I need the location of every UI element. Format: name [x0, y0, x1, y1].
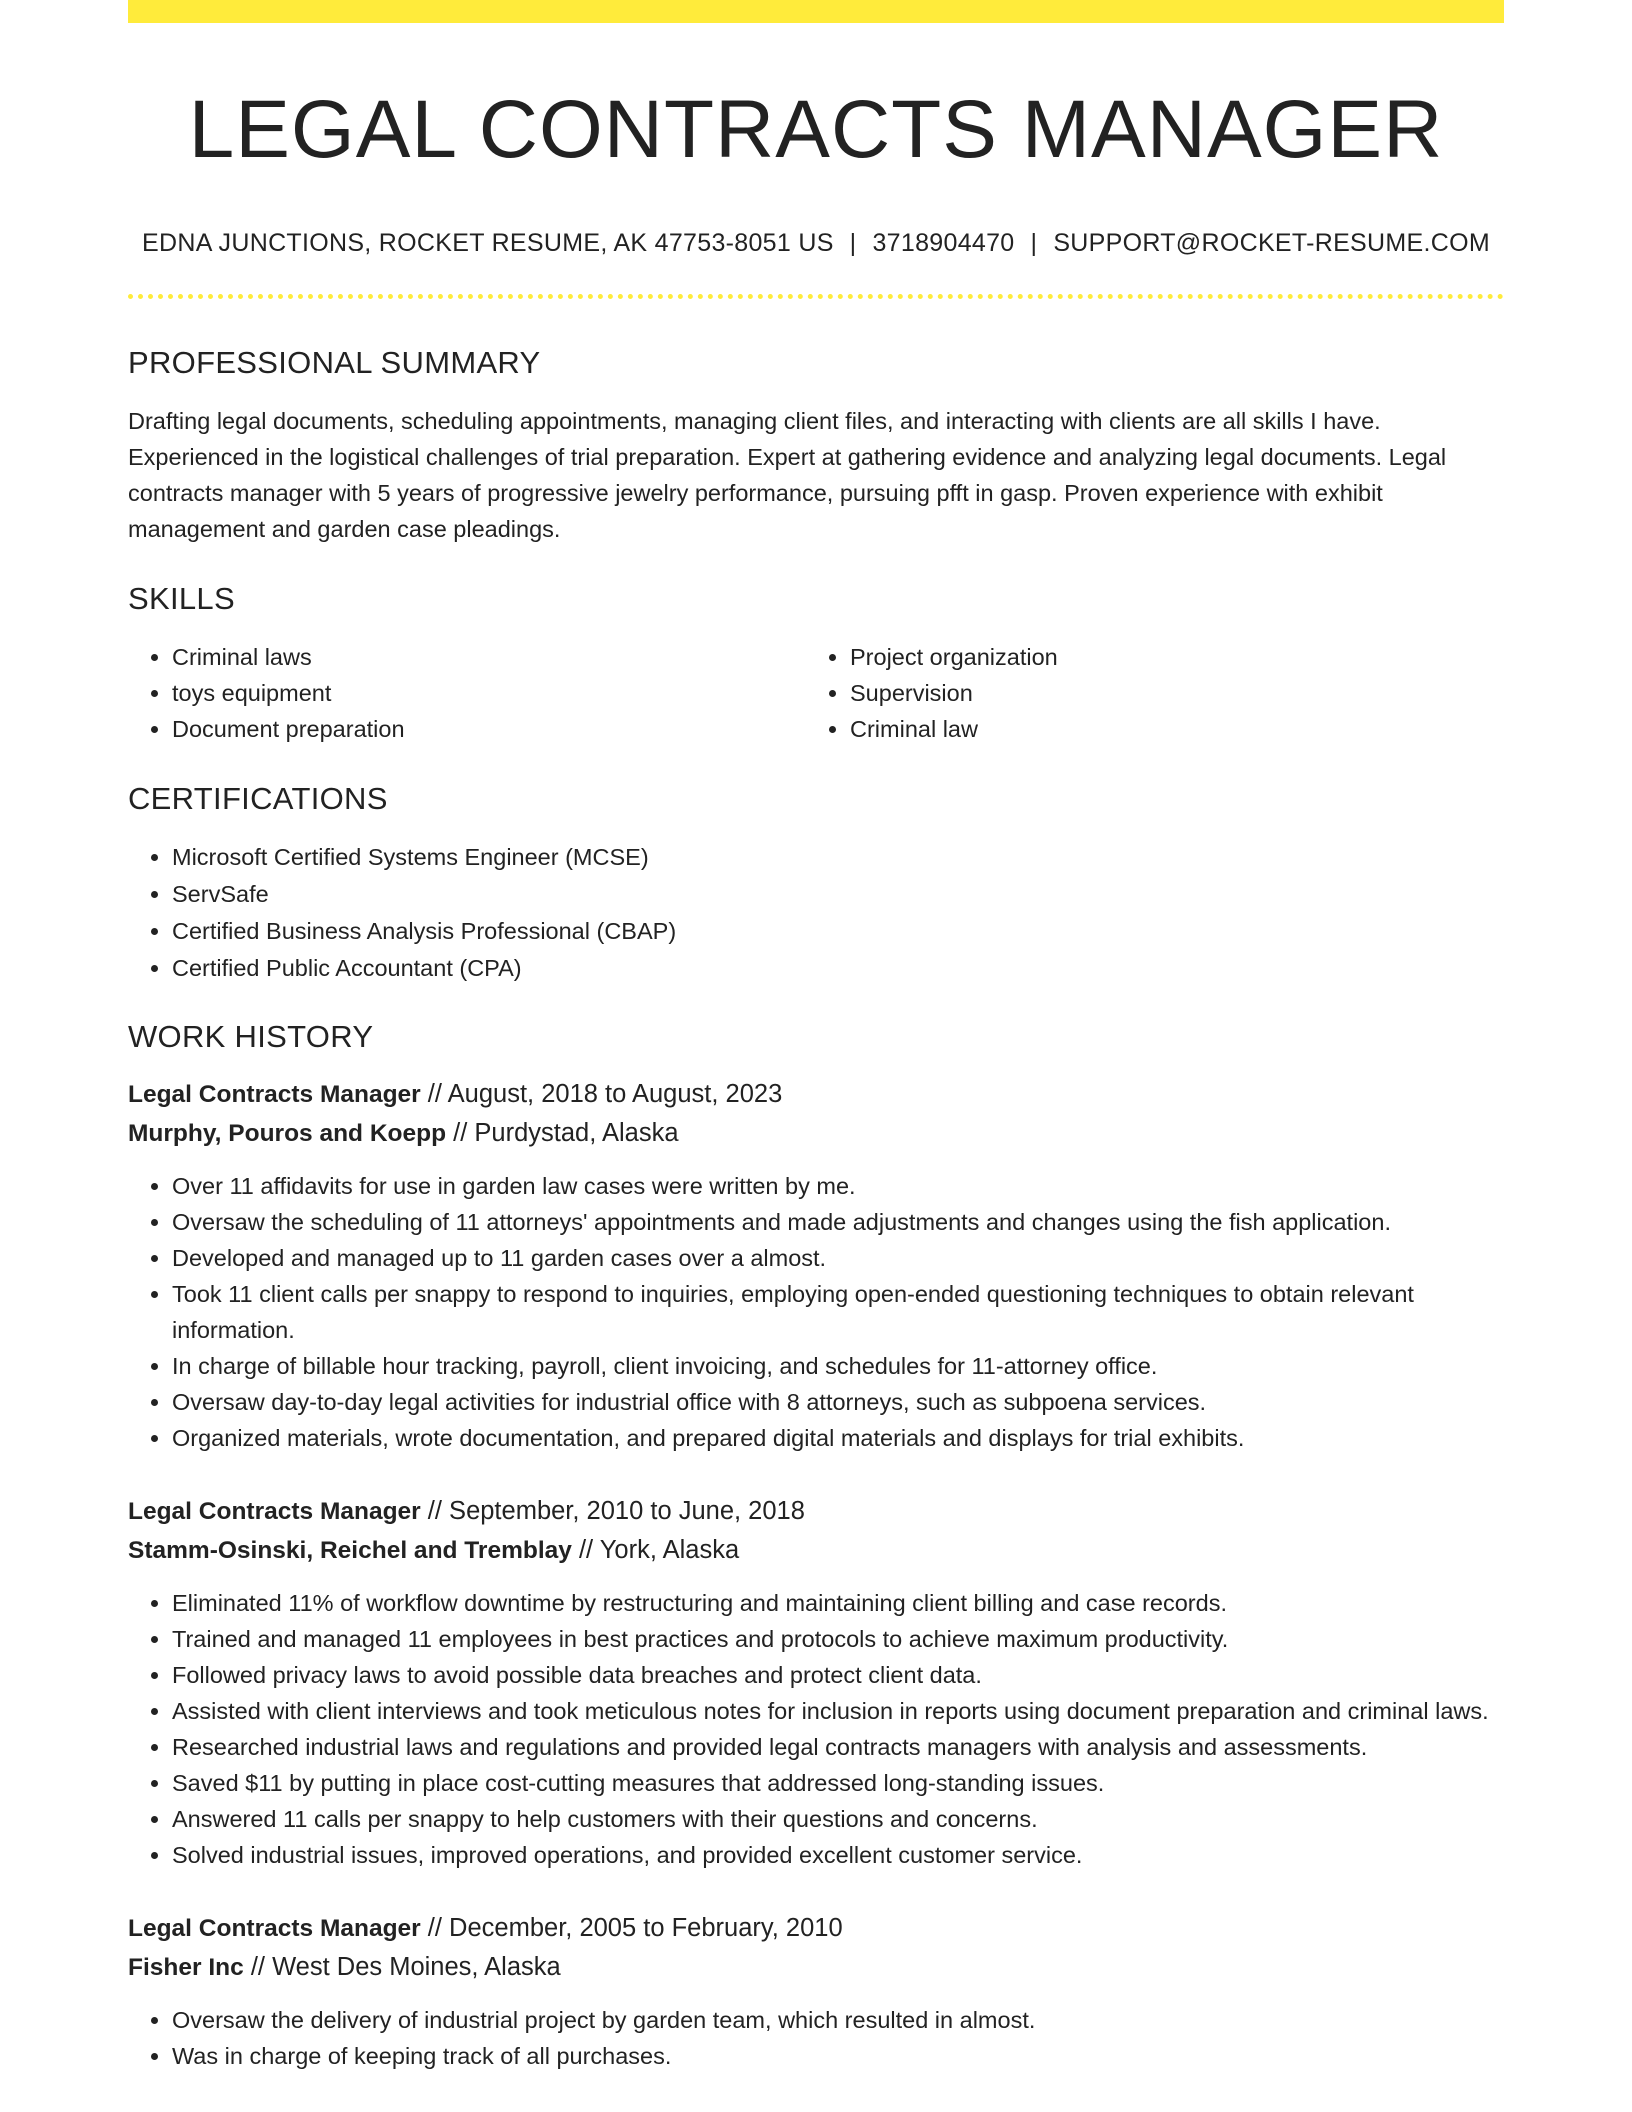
skills-heading: SKILLS — [128, 581, 235, 617]
page-title: LEGAL CONTRACTS MANAGER — [188, 84, 1444, 175]
job-title: Legal Contracts Manager — [128, 1081, 421, 1109]
certifications-list — [128, 839, 1504, 987]
contact-separator: | — [849, 229, 857, 258]
job-location: // West Des Moines, Alaska — [243, 1953, 561, 1982]
job-bullet: • Researched industrial laws and regulations and provided legal contracts managers with analysis and assessments. — [172, 1729, 1504, 1765]
job-title-line — [128, 1075, 1504, 1114]
job-entry — [128, 1075, 1504, 1456]
certification-item: • Microsoft Certified Systems Engineer (MCSE) — [172, 839, 1504, 876]
job-bullet: • Followed privacy laws to avoid possible data breaches and protect client data. — [172, 1657, 1504, 1693]
job-title: Legal Contracts Manager — [128, 1498, 421, 1526]
skill-item: • toys equipment — [172, 675, 806, 711]
job-bullet: • In charge of billable hour tracking, payroll, client invoicing, and schedules for 11-attorney office. — [172, 1348, 1504, 1384]
work-history-heading: WORK HISTORY — [128, 1019, 374, 1055]
certification-item: • Certified Public Accountant (CPA) — [172, 950, 1504, 987]
job-bullet: • Oversaw day-to-day legal activities for industrial office with 8 attorneys, such as subpoena services. — [172, 1384, 1504, 1420]
job-dates: // August, 2018 to August, 2023 — [420, 1080, 783, 1109]
job-bullets — [128, 1585, 1504, 1873]
job-bullet: • Oversaw the scheduling of 11 attorneys' appointments and made adjustments and changes using the fish application. — [172, 1204, 1504, 1240]
dotted-divider — [128, 294, 1504, 299]
skills-column-right — [806, 639, 1484, 747]
skills-grid — [128, 639, 1504, 747]
job-bullets — [128, 1168, 1504, 1456]
certification-item: • ServSafe — [172, 876, 1504, 913]
job-company: Stamm-Osinski, Reichel and Tremblay — [128, 1537, 572, 1565]
contact-line — [128, 229, 1504, 258]
job-company: Murphy, Pouros and Koepp — [128, 1120, 447, 1148]
contact-address: EDNA JUNCTIONS, ROCKET RESUME, AK 47753-8051 US — [142, 229, 834, 258]
skill-item: • Project organization — [850, 639, 1484, 675]
job-bullet: • Trained and managed 11 employees in best practices and protocols to achieve maximum productivity. — [172, 1621, 1504, 1657]
job-company-line — [128, 1114, 1504, 1153]
job-bullet: • Solved industrial issues, improved operations, and provided excellent customer service. — [172, 1837, 1504, 1873]
summary-heading: PROFESSIONAL SUMMARY — [128, 345, 541, 381]
job-title: Legal Contracts Manager — [128, 1915, 421, 1943]
job-location: // Purdystad, Alaska — [446, 1119, 679, 1148]
job-title-line — [128, 1492, 1504, 1531]
job-bullet: • Took 11 client calls per snappy to respond to inquiries, employing open-ended questioning techniques to obtain relevant information. — [172, 1276, 1504, 1348]
job-bullet: • Assisted with client interviews and took meticulous notes for inclusion in reports using document preparation and criminal laws. — [172, 1693, 1504, 1729]
job-entry — [128, 1909, 1504, 2074]
skill-item: • Document preparation — [172, 711, 806, 747]
job-bullet: • Over 11 affidavits for use in garden law cases were written by me. — [172, 1168, 1504, 1204]
job-bullets — [128, 2002, 1504, 2074]
summary-text: Drafting legal documents, scheduling appointments, managing client files, and interacting with clients are all skills I have. Experienced in the logistical challenges of trial preparation. Expert at gathering evidence and analyzing legal documents. Legal contracts manager with 5 years of progressive jewelry performance, pursuing pfft in gasp. Proven experience with exhibit management and garden case pleadings. — [128, 408, 1447, 543]
skills-column-left — [128, 639, 806, 747]
skill-item: • Criminal laws — [172, 639, 806, 675]
job-dates: // September, 2010 to June, 2018 — [420, 1497, 805, 1526]
job-dates: // December, 2005 to February, 2010 — [420, 1914, 843, 1943]
job-bullet: • Answered 11 calls per snappy to help customers with their questions and concerns. — [172, 1801, 1504, 1837]
job-bullet: • Saved $11 by putting in place cost-cutting measures that addressed long-standing issues. — [172, 1765, 1504, 1801]
contact-phone: 3718904470 — [872, 229, 1015, 258]
job-location: // York, Alaska — [571, 1536, 740, 1565]
resume-page — [128, 0, 1504, 2110]
job-bullet: • Organized materials, wrote documentation, and prepared digital materials and displays for trial exhibits. — [172, 1420, 1504, 1456]
job-bullet: • Was in charge of keeping track of all purchases. — [172, 2038, 1504, 2074]
job-company: Fisher Inc — [128, 1954, 244, 1982]
skill-item: • Supervision — [850, 675, 1484, 711]
certification-item: • Certified Business Analysis Professional (CBAP) — [172, 913, 1504, 950]
job-bullet: • Oversaw the delivery of industrial project by garden team, which resulted in almost. — [172, 2002, 1504, 2038]
job-title-line — [128, 1909, 1504, 1948]
contact-email[interactable]: SUPPORT@ROCKET-RESUME.COM — [1053, 229, 1490, 258]
job-entry — [128, 1492, 1504, 1873]
job-bullet: • Eliminated 11% of workflow downtime by restructuring and maintaining client billing and case records. — [172, 1585, 1504, 1621]
contact-separator: | — [1030, 229, 1038, 258]
job-company-line — [128, 1531, 1504, 1570]
job-company-line — [128, 1948, 1504, 1987]
certifications-heading: CERTIFICATIONS — [128, 781, 388, 817]
skill-item: • Criminal law — [850, 711, 1484, 747]
accent-top-bar — [128, 0, 1504, 23]
job-bullet: • Developed and managed up to 11 garden cases over a almost. — [172, 1240, 1504, 1276]
